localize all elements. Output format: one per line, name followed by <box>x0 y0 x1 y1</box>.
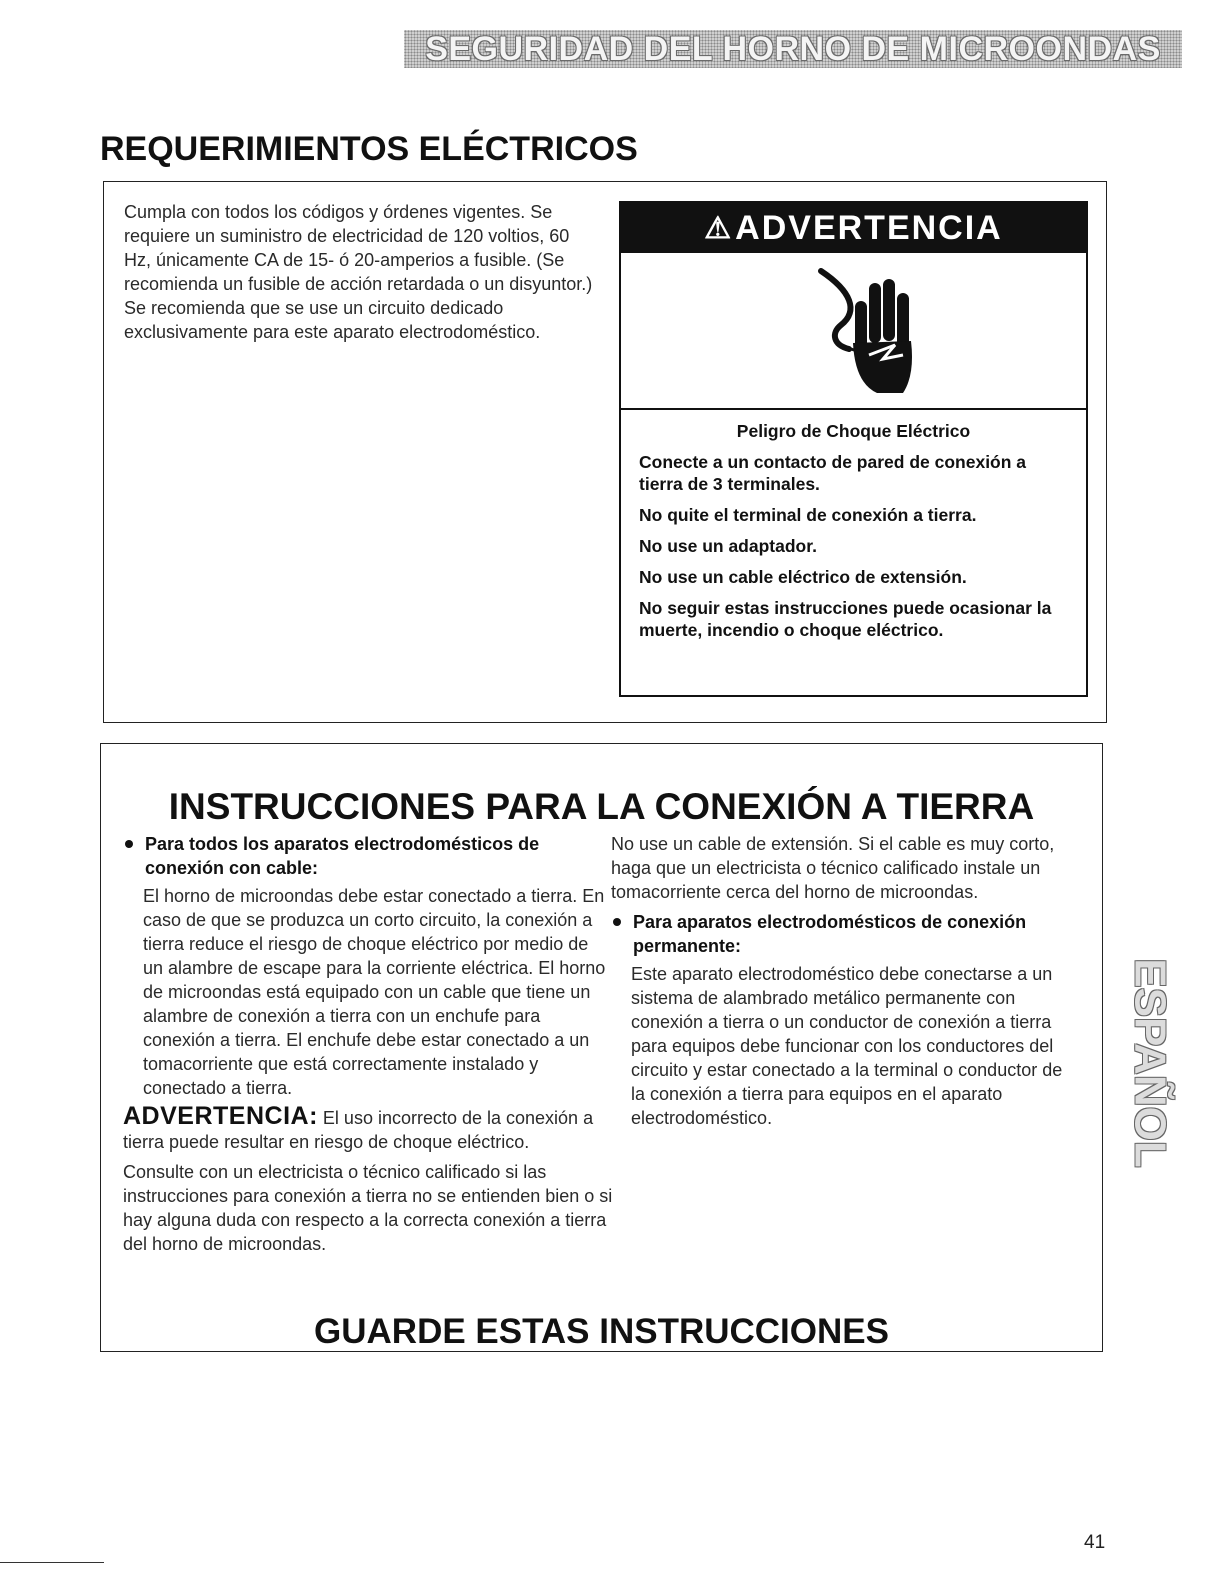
warning-header <box>621 203 1086 253</box>
warning-header-label: ADVERTENCIA <box>735 208 1003 247</box>
footer-rule <box>0 1562 104 1563</box>
grounding-right-column <box>611 832 1081 1130</box>
save-instructions-title: GUARDE ESTAS INSTRUCCIONES <box>314 1312 889 1351</box>
permanent-appliances-text: Este aparato electrodoméstico debe conectarse a un sistema de alambrado metálico permanente con conexión a tierra o un conductor de conexión a tierra para equipos debe funcionar con los conductores del circuito y estar conectado a la terminal o conductor de la conexión a tierra para equipos en el aparato electrodoméstico. <box>631 964 1063 1128</box>
warning-line: Conecte a un contacto de pared de conexión a tierra de 3 terminales. <box>639 452 1027 494</box>
advertencia-paragraph <box>123 1104 613 1154</box>
warning-line: No use un adaptador. <box>639 536 817 556</box>
warning-line: No seguir estas instrucciones puede ocasionar la muerte, incendio o choque eléctrico. <box>639 598 1052 640</box>
section-header-band <box>404 30 1182 68</box>
grounding-instructions-box <box>100 743 1103 1352</box>
page-number: 41 <box>1084 1532 1106 1553</box>
warning-pictogram-area <box>621 253 1086 410</box>
permanent-appliances-heading: Para aparatos electrodomésticos de conexión permanente: <box>611 910 1081 958</box>
advertencia-text: El uso incorrecto de la conexión a tierra puede resultar en riesgo de choque eléctrico. <box>123 1108 594 1152</box>
corded-appliances-text: El horno de microondas debe estar conectado a tierra. En caso de que se produzca un corto circuito, la conexión a tierra reduce el riesgo de choque eléctrico por medio de un alambre de escape para la corriente eléctrica. El horno de microondas está equipado con un cable que tiene un alambre de conexión a tierra con un enchufe para conexión a tierra. El enchufe debe estar conectado a un tomacorriente que está correctamente instalado y conectado a tierra. <box>143 886 606 1098</box>
warning-line: No use un cable eléctrico de extensión. <box>639 567 967 587</box>
warning-triangle-icon: ⚠ <box>704 211 734 245</box>
hazard-title: Peligro de Choque Eléctrico <box>736 421 971 441</box>
language-side-tab <box>1125 945 1175 1181</box>
warning-text-block <box>621 410 1086 641</box>
extension-cord-text: No use un cable de extensión. Si el cable es muy corto, haga que un electricista o técnico calificado instale un tomacorriente cerca del horno de microondas. <box>611 834 1055 902</box>
section-header-text: SEGURIDAD DEL HORNO DE MICROONDAS <box>425 29 1161 68</box>
advertencia-label: ADVERTENCIA: <box>123 1102 318 1130</box>
electrical-intro-text: Cumpla con todos los códigos y órdenes vigentes. Se requiere un suministro de electricidad de 120 voltios, 60 Hz, únicamente CA de 15- ó 20-amperios a fusible. (Se recomienda un fusible de acción retardada o un disyuntor.) Se recomienda que se use un circuito dedicado exclusivamente para este aparato electrodoméstico. <box>124 202 593 342</box>
consult-electrician-text: Consulte con un electricista o técnico calificado si las instrucciones para conexión a tierra no se entienden bien o si hay alguna duda con respecto a la correcta conexión a tierra del horno de microondas. <box>123 1162 613 1254</box>
grounding-title: INSTRUCCIONES PARA LA CONEXIÓN A TIERRA <box>168 786 1035 827</box>
electric-shock-hand-icon <box>811 263 921 398</box>
warning-line: No quite el terminal de conexión a tierra. <box>639 505 977 525</box>
corded-appliances-heading: Para todos los aparatos electrodomésticos de conexión con cable: <box>123 832 613 880</box>
electrical-requirements-title: REQUERIMIENTOS ELÉCTRICOS <box>100 130 638 168</box>
language-side-tab-label: ESPAÑOL <box>1126 958 1175 1168</box>
electrical-requirements-box <box>103 181 1107 723</box>
warning-panel <box>619 201 1088 697</box>
grounding-left-column <box>123 832 613 1256</box>
